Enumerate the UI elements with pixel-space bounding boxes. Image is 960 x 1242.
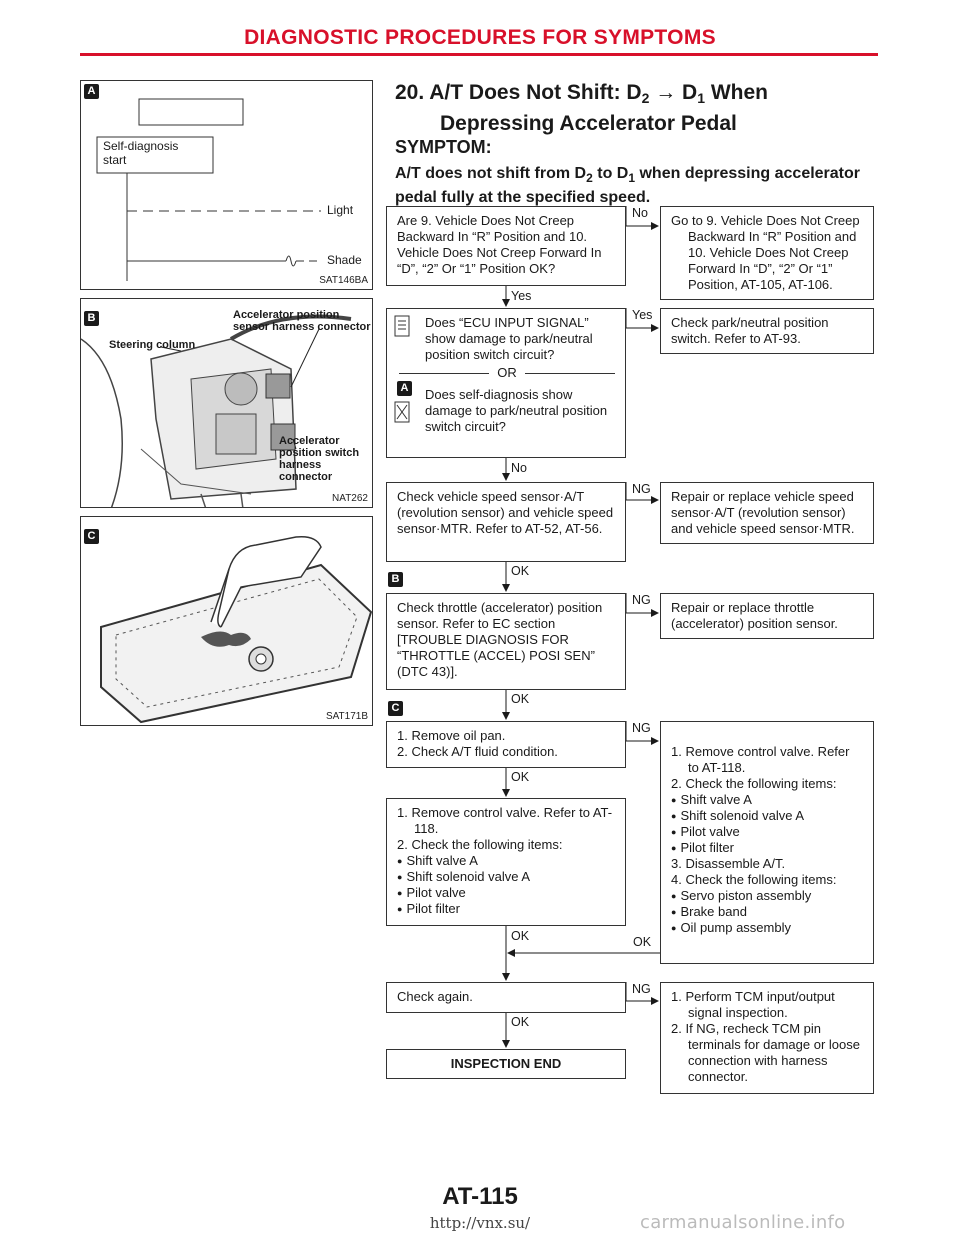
check-item: ● Oil pump assembly (671, 920, 863, 936)
self-diagnosis-icon (393, 401, 411, 423)
flow-step-park-neutral-check (386, 308, 626, 458)
branch-no-label: No (511, 461, 527, 475)
flow-result-repair-speed-sensor (660, 482, 874, 544)
section-title-arrow: → D (649, 81, 698, 104)
branch-ng-label: NG (632, 721, 651, 735)
check-item: ● Pilot filter (671, 840, 863, 856)
flow-step-line: 2. Check the following items: (397, 837, 563, 852)
ecu-input-signal-icon (393, 315, 411, 337)
or-label: OR (497, 365, 517, 380)
flow-step-oil-pan (386, 721, 626, 768)
flow-end-inspection (386, 1049, 626, 1079)
flow-step-question-2: Does self-diagnosis show damage to park/neutral position switch circuit? (425, 387, 608, 434)
flow-result-text: Check park/neutral position switch. Refer to AT-93. (671, 315, 829, 346)
shade-label: Shade (327, 253, 362, 267)
light-label: Light (327, 203, 354, 217)
check-item: ● Shift solenoid valve A (397, 869, 615, 885)
check-item: ● Shift valve A (671, 792, 863, 808)
symptom-text-part: when depressing accelerator pedal fully at the specified speed. (395, 165, 861, 206)
flow-step-text: Check again. (397, 989, 473, 1004)
flow-result-control-valve-disassemble (660, 721, 874, 964)
section-title-rest: When (705, 81, 769, 104)
flow-result-park-neutral-switch (660, 308, 874, 354)
or-divider (399, 365, 615, 381)
branch-yes-label: Yes (511, 289, 532, 303)
flow-step-check-again (386, 982, 626, 1013)
flow-marker-a: A (397, 381, 412, 396)
branch-ok-label: OK (511, 564, 530, 578)
flow-step-text: Check throttle (accelerator) position sensor. Refer to EC section [TROUBLE DIAGNOSIS FOR “THROTTLE (ACCEL) POSI SEN” (DTC 43)]. (397, 600, 603, 679)
flow-result-text: Repair or replace throttle (accelerator) position sensor. (671, 600, 838, 631)
figure-code-sat171b: SAT171B (325, 711, 368, 722)
branch-ok-label: OK (511, 1015, 530, 1029)
flow-result-tcm-inspection (660, 982, 874, 1094)
inspection-end-label: INSPECTION END (450, 1056, 562, 1071)
section-title-sub: 2 (641, 90, 650, 106)
symptom-sub: 2 (586, 171, 593, 185)
flow-result-text: Go to 9. Vehicle Does Not Creep Backward In “R” Position and 10. Vehicle Does Not Creep Forward In “D”, “2” Or “1” Position, AT-105, AT-106. (671, 213, 860, 292)
flow-step-text: Check vehicle speed sensor·A/T (revolution sensor) and vehicle speed sensor·MTR. Refer to AT-52, AT-56. (397, 489, 614, 536)
check-item: ● Pilot filter (397, 901, 615, 917)
section-title-sub: 1 (697, 90, 706, 106)
check-item: ● Pilot valve (397, 885, 615, 901)
branch-ok-label: OK (511, 692, 530, 706)
symptom-text-part: to D (592, 165, 629, 182)
branch-ok-label: OK (511, 770, 530, 784)
check-item: ● Brake band (671, 904, 863, 920)
flow-step-control-valve (386, 798, 626, 926)
figure-code-sat146ba: SAT146BA (319, 275, 368, 286)
flow-marker-b: B (388, 572, 403, 587)
flow-result-go-to-9-10 (660, 206, 874, 300)
branch-no-label: No (632, 206, 648, 220)
symptom-heading: SYMPTOM: (395, 137, 492, 157)
check-item: ● Shift valve A (397, 853, 615, 869)
branch-ng-label: NG (632, 982, 651, 996)
branch-ng-label: NG (632, 593, 651, 607)
flow-step-text: Are 9. Vehicle Does Not Creep Backward In “R” Position and 10. Vehicle Does Not Creep Forward In “D”, “2” Or “1” Position OK? (397, 213, 602, 276)
watermark: carmanualsonline.info (640, 1212, 846, 1233)
self-diagnosis-start-label: Self-diagnosis start (103, 139, 179, 167)
flow-result-line: 3. Disassemble A/T. (671, 856, 786, 871)
figure-code-nat262: NAT262 (332, 493, 368, 504)
steering-column-label: Steering column (109, 339, 196, 351)
branch-ng-label: NG (632, 482, 651, 496)
section-title-part: 20. A/T Does Not Shift: D (395, 81, 642, 104)
figure-marker-c: C (84, 529, 99, 544)
section-title-line2: Depressing Accelerator Pedal (440, 112, 737, 135)
flow-step-vehicle-speed-sensor (386, 482, 626, 562)
flow-result-line: 4. Check the following items: (671, 872, 837, 887)
flow-result-line: 2. Check the following items: (671, 776, 837, 791)
flow-step-question-1: Does “ECU INPUT SIGNAL” show damage to park/neutral position switch circuit? (425, 315, 593, 362)
check-item: ● Shift solenoid valve A (671, 808, 863, 824)
figure-marker-a: A (84, 84, 99, 99)
page-number: AT-115 (442, 1183, 518, 1210)
flow-marker-c: C (388, 701, 403, 716)
flow-step-creep-check (386, 206, 626, 286)
flow-result-line: 1. Remove control valve. Refer to AT-118. (671, 744, 850, 775)
accelerator-position-switch-connector-label: Accelerator position switch harness connector (279, 435, 360, 483)
check-item: ● Pilot valve (671, 824, 863, 840)
flow-step-throttle-sensor (386, 593, 626, 690)
page-header-title: DIAGNOSTIC PROCEDURES FOR SYMPTOMS (244, 26, 716, 49)
flow-result-text: Repair or replace vehicle speed sensor·A/T (revolution sensor) and vehicle speed sensor·MTR. (671, 489, 855, 536)
flow-step-line: 2. Check A/T fluid condition. (397, 744, 558, 759)
accelerator-position-sensor-connector-label: Accelerator position sensor harness connector (233, 309, 371, 333)
flow-step-line: 1. Remove control valve. Refer to AT-118. (397, 805, 613, 836)
figure-marker-b: B (84, 311, 99, 326)
symptom-sub: 1 (628, 171, 636, 185)
branch-yes-label: Yes (632, 308, 653, 322)
flow-step-line: 1. Remove oil pan. (397, 728, 506, 743)
footer-link[interactable]: http://vnx.su/ (429, 1214, 531, 1232)
flow-result-line: 1. Perform TCM input/output signal inspection. (671, 989, 835, 1020)
flow-result-repair-throttle-sensor (660, 593, 874, 639)
branch-ok-label: OK (633, 935, 652, 949)
flow-result-line: 2. If NG, recheck TCM pin terminals for damage or loose connection with harness connector. (671, 1021, 860, 1084)
check-item: ● Servo piston assembly (671, 888, 863, 904)
symptom-text-part: A/T does not shift from D (395, 165, 587, 182)
branch-ok-label: OK (511, 929, 530, 943)
